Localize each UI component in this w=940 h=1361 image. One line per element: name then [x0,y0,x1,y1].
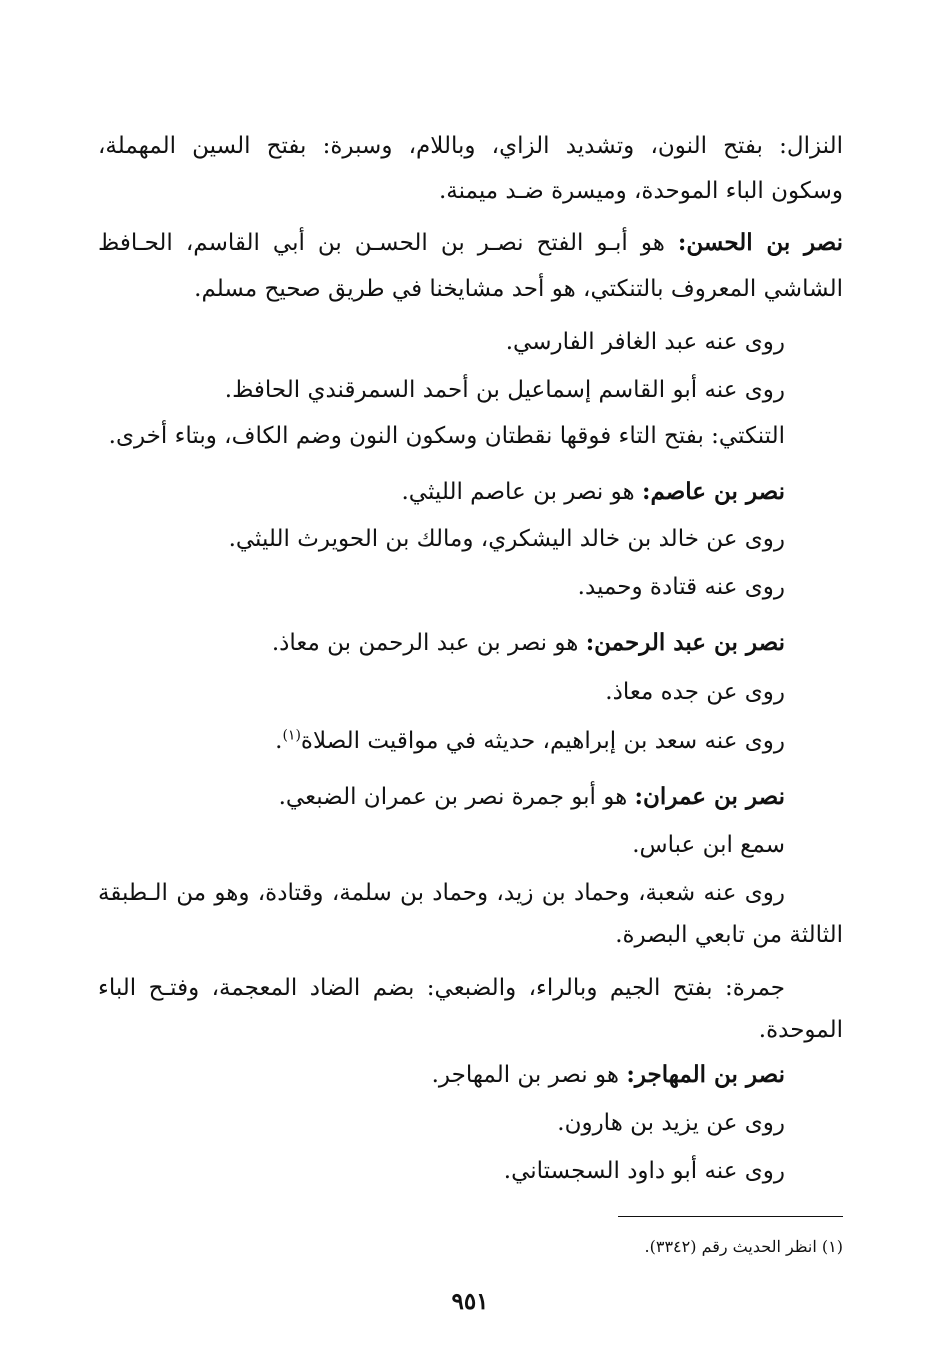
entry-text: هو نصر بن عبد الرحمن بن معاذ. [271,630,586,656]
entry-line-nasr-ibn-abd-al-rahman [98,628,785,658]
entry-text: هو أبـو الفتح نصـر بن الحسـن بن أبي القاسم، الحـافظ [98,230,678,256]
entry-heading: نصر بن عاصم: [641,478,785,505]
entry-text: هو نصر بن عاصم الليثي. [401,479,642,505]
footnote: (١) انظر الحديث رقم (٣٣٤٢). [644,1237,843,1256]
entry-heading: نصر بن المهاجر: [626,1061,785,1088]
entry-line-nasr-ibn-imran [98,782,785,812]
text-line-7: التنكتي: بفتح التاء فوقها نقطتان وسكون النون وضم الكاف، وبتاء أخرى. [108,423,785,449]
text-line-18-content: جمرة: بفتح الجيم وبالراء، والضبعي: بضم الضاد المعجمة، وفتـح الباء [98,975,785,1001]
text-line-6: روى عنه أبو القاسم إسماعيل بن أحمد السمرقندي الحافظ. [224,377,785,403]
text-line-9: روى عن خالد بن خالد اليشكري، ومالك بن الحويرث الليثي. [228,526,785,552]
text-line-15: سمع ابن عباس. [632,832,785,858]
text-line-19: الموحدة. [758,1017,843,1043]
line-text: روى عنه سعد بن إبراهيم، حديثه في مواقيت الصلاة [300,728,785,754]
entry-text: هو نصر بن المهاجر. [431,1062,627,1088]
text-line-4: الشاشي المعروف بالتنكتي، هو أحد مشايخنا في طريق صحيح مسلم. [194,276,843,302]
entry-line-nasr-ibn-al-hasan [98,228,843,258]
entry-heading: نصر بن عمران: [634,783,785,810]
text-line-22: روى عنه أبو داود السجستاني. [503,1158,785,1184]
footnote-separator [618,1216,843,1217]
entry-line-nasr-ibn-al-muhajir [98,1060,785,1090]
text-line-12: روى عن جده معاذ. [605,679,785,705]
text-line-17: الثالثة من تابعي البصرة. [615,922,843,948]
entry-text: هو أبو جمرة نصر بن عمران الضبعي. [278,784,635,810]
page-number: ٩٥١ [451,1288,489,1315]
footnote-marker: (١) [282,727,301,744]
text-line-2: وسكون الباء الموحدة، وميسرة ضـد ميمنة. [438,178,843,204]
entry-heading: نصر بن الحسن: [677,229,843,256]
line-tail: . [275,728,283,754]
text-line-16-content: روى عنه شعبة، وحماد بن زيد، وحماد بن سلمة، وقتادة، وهو من الـطبقة [98,880,785,906]
entry-line-nasr-ibn-asim [98,477,785,507]
text-line-1: النزال: بفتح النون، وتشديد الزاي، وباللام، وسبرة: بفتح السين المهملة، [98,133,843,159]
text-line-5: روى عنه عبد الغافر الفارسي. [505,329,785,355]
text-line-21: روى عن يزيد بن هارون. [557,1110,785,1136]
entry-heading: نصر بن عبد الرحمن: [585,629,785,656]
text-line-10: روى عنه قتادة وحميد. [577,574,785,600]
text-line-13 [98,726,785,756]
